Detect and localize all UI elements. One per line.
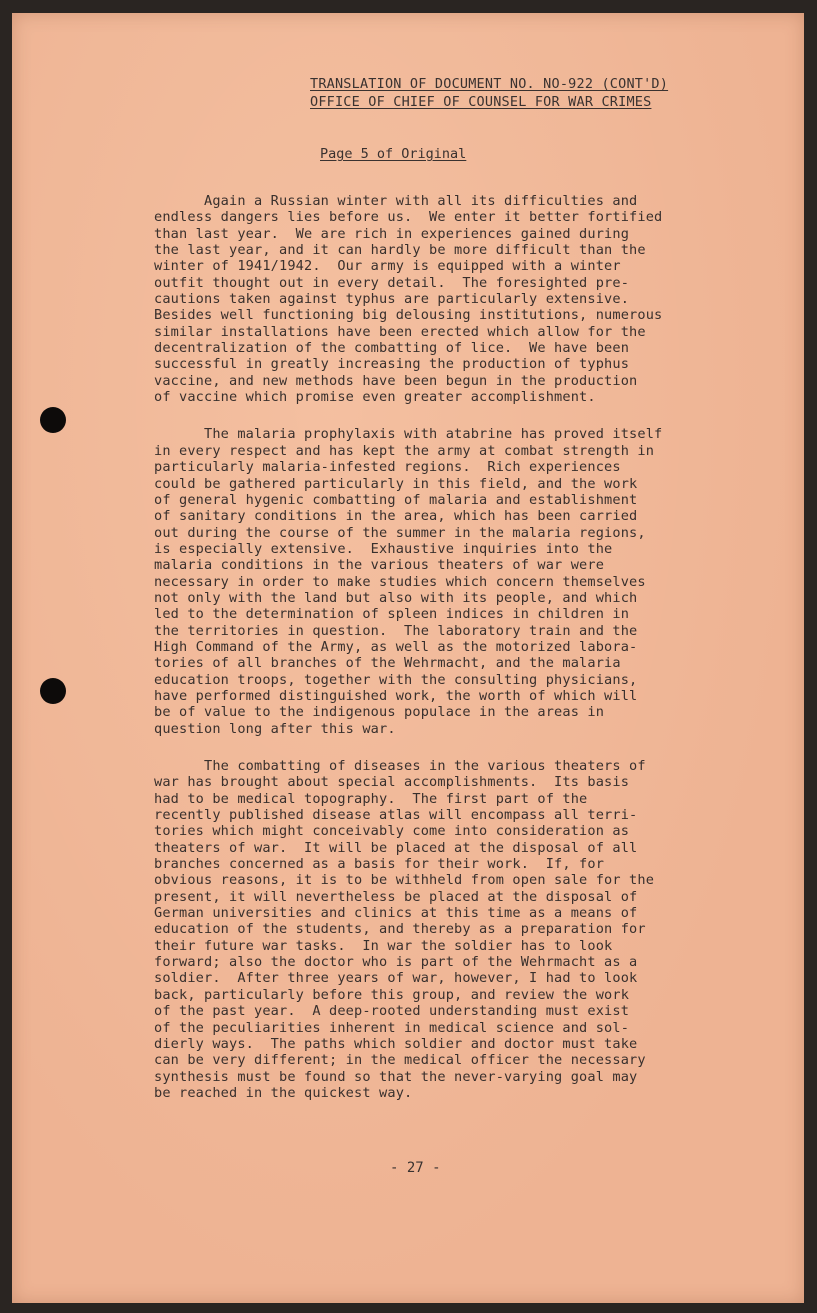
text-line: Again a Russian winter with all its difficulties and — [154, 193, 638, 209]
paragraph — [154, 426, 764, 737]
text-line: education troops, together with the consulting physicians, — [154, 671, 638, 688]
document-body — [154, 193, 764, 1122]
text-line: present, it will nevertheless be placed at the disposal of — [154, 888, 638, 905]
text-line: tories which might conceivably come into consideration as — [154, 823, 630, 840]
text-line: is especially extensive. Exhaustive inquiries into the — [154, 540, 613, 557]
binder-hole-top — [40, 407, 66, 433]
text-line: The combatting of diseases in the various theaters of — [154, 758, 646, 774]
text-line: theaters of war. It will be placed at the disposal of all — [154, 839, 638, 856]
page-reference: Page 5 of Original — [320, 146, 467, 162]
text-line: the territories in question. The laboratory train and the — [154, 622, 638, 639]
paragraph — [154, 193, 764, 405]
text-line: endless dangers lies before us. We enter it better fortified — [154, 209, 663, 226]
text-line: had to be medical topography. The first part of the — [154, 790, 588, 807]
text-line: obvious reasons, it is to be withheld from open sale for the — [154, 872, 655, 889]
text-line: winter of 1941/1942. Our army is equipped with a winter — [154, 258, 621, 275]
text-line: war has brought about special accomplishments. Its basis — [154, 774, 630, 791]
text-line: of vaccine which promise even greater accomplishment. — [154, 389, 596, 406]
text-line: tories of all branches of the Wehrmacht, and the malaria — [154, 655, 621, 672]
text-line: successful in greatly increasing the production of typhus — [154, 356, 630, 373]
text-line: be reached in the quickest way. — [154, 1084, 413, 1101]
text-line: branches concerned as a basis for their work. If, for — [154, 856, 605, 873]
text-line: led to the determination of spleen indices in children in — [154, 606, 630, 623]
paragraph — [154, 758, 764, 1101]
text-line: cautions taken against typhus are particularly extensive. — [154, 291, 630, 308]
document-header — [310, 75, 668, 111]
text-line: forward; also the doctor who is part of the Wehrmacht as a — [154, 954, 638, 971]
text-line: be of value to the indigenous populace in the areas in — [154, 704, 605, 721]
binder-hole-bottom — [40, 678, 66, 704]
text-line: of general hygenic combatting of malaria and establishment — [154, 491, 638, 508]
text-line: their future war tasks. In war the soldier has to look — [154, 937, 613, 954]
document-page — [12, 13, 804, 1303]
text-line: dierly ways. The paths which soldier and doctor must take — [154, 1035, 638, 1052]
text-line: outfit thought out in every detail. The foresighted pre- — [154, 274, 630, 291]
text-line: in every respect and has kept the army at combat strength in — [154, 442, 655, 459]
text-line: High Command of the Army, as well as the motorized labora- — [154, 638, 638, 655]
text-line: of the past year. A deep-rooted understanding must exist — [154, 1003, 630, 1020]
text-line: can be very different; in the medical officer the necessary — [154, 1052, 646, 1069]
text-line: Besides well functioning big delousing institutions, numerous — [154, 307, 663, 324]
text-line: vaccine, and new methods have been begun in the production — [154, 372, 638, 389]
text-line: out during the course of the summer in the malaria regions, — [154, 524, 646, 541]
text-line: could be gathered particularly in this field, and the work — [154, 475, 638, 492]
text-line: of sanitary conditions in the area, which has been carried — [154, 508, 638, 525]
text-line: the last year, and it can hardly be more difficult than the — [154, 242, 646, 259]
text-line: similar installations have been erected which allow for the — [154, 323, 646, 340]
text-line: education of the students, and thereby as a preparation for — [154, 921, 646, 938]
text-line: particularly malaria-infested regions. Rich experiences — [154, 459, 621, 476]
text-line: German universities and clinics at this time as a means of — [154, 905, 638, 922]
header-translation-line: TRANSLATION OF DOCUMENT NO. NO-922 (CONT'D) — [310, 76, 669, 92]
text-line: question long after this war. — [154, 720, 396, 737]
text-line: of the peculiarities inherent in medical science and sol- — [154, 1019, 630, 1036]
text-line: not only with the land but also with its people, and which — [154, 589, 638, 606]
text-line: than last year. We are rich in experiences gained during — [154, 225, 630, 242]
text-line: synthesis must be found so that the never-varying goal may — [154, 1068, 638, 1085]
text-line: The malaria prophylaxis with atabrine has proved itself — [154, 426, 663, 443]
text-line: decentralization of the combatting of lice. We have been — [154, 340, 630, 357]
page-number: - 27 - — [390, 1160, 441, 1176]
header-office-line: OFFICE OF CHIEF OF COUNSEL FOR WAR CRIMES — [310, 94, 652, 110]
text-line: necessary in order to make studies which concern themselves — [154, 573, 646, 590]
text-line: malaria conditions in the various theaters of war were — [154, 557, 605, 574]
text-line: soldier. After three years of war, however, I had to look — [154, 970, 638, 987]
text-line: back, particularly before this group, and review the work — [154, 986, 630, 1003]
text-line: have performed distinguished work, the worth of which will — [154, 687, 638, 704]
text-line: recently published disease atlas will encompass all terri- — [154, 807, 638, 824]
